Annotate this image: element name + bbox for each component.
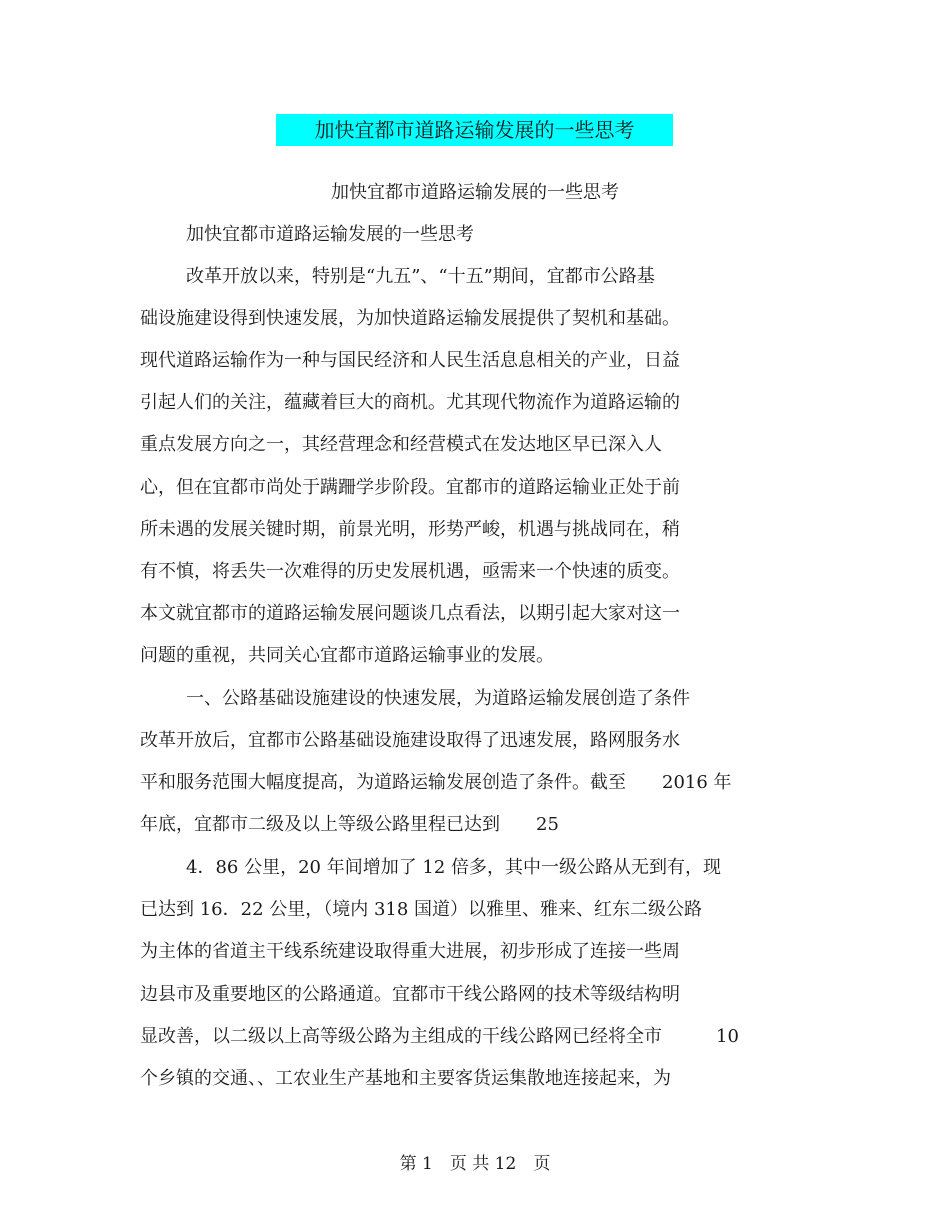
- document-title: 加快宜都市道路运输发展的一些思考: [276, 114, 673, 146]
- body-line: 为主体的省道主干线系统建设取得重大进展，初步形成了连接一些周: [140, 941, 680, 962]
- body-line: 已达到 16．22 公里，（境内 318 国道）以雅里、雅来、红东二级公路: [140, 899, 703, 920]
- body-line: 平和服务范围大幅度提高，为道路运输发展创造了条件。截至 2016 年: [140, 772, 732, 793]
- body-line: 问题的重视，共同关心宜都市道路运输事业的发展。: [140, 645, 554, 666]
- body-line: 础设施建设得到快速发展，为加快道路运输发展提供了契机和基础。: [140, 308, 680, 329]
- body-line: 有不慎，将丢失一次难得的历史发展机遇，亟需来一个快速的质变。: [140, 561, 680, 582]
- body-line: 加快宜都市道路运输发展的一些思考: [186, 224, 474, 245]
- body-line: 重点发展方向之一，其经营理念和经营模式在发达地区早已深入人: [140, 434, 662, 455]
- body-line: 显改善，以二级以上高等级公路为主组成的干线公路网已经将全市 10: [140, 1026, 739, 1047]
- body-line: 年底，宜都市二级及以上等级公路里程已达到 25: [140, 814, 559, 835]
- body-line: 改革开放以来，特别是“九五”、“十五”期间，宜都市公路基: [186, 266, 655, 287]
- body-line: 现代道路运输作为一种与国民经济和人民生活息息相关的产业，日益: [140, 350, 680, 371]
- body-line: 所未遇的发展关键时期，前景光明，形势严峻，机遇与挑战同在，稍: [140, 519, 680, 540]
- body-line: 个乡镇的交通、、工农业生产基地和主要客货运集散地连接起来，为: [140, 1068, 671, 1089]
- body-line: 心，但在宜都市尚处于蹒跚学步阶段。宜都市的道路运输业正处于前: [140, 477, 680, 498]
- body-line: 改革开放后，宜都市公路基础设施建设取得了迅速发展，路网服务水: [140, 730, 680, 751]
- body-line: 引起人们的关注，蕴藏着巨大的商机。尤其现代物流作为道路运输的: [140, 392, 680, 413]
- document-subtitle: 加快宜都市道路运输发展的一些思考: [331, 182, 619, 203]
- body-line: 4．86 公里，20 年间增加了 12 倍多，其中一级公路从无到有，现: [186, 857, 722, 878]
- body-line: 本文就宜都市的道路运输发展问题谈几点看法，以期引起大家对这一: [140, 603, 680, 624]
- body-line: 边县市及重要地区的公路通道。宜都市干线公路网的技术等级结构明: [140, 984, 680, 1005]
- page-footer: 第 1 页 共 12 页: [399, 1154, 551, 1174]
- body-line: 一、公路基础设施建设的快速发展，为道路运输发展创造了条件: [186, 688, 690, 709]
